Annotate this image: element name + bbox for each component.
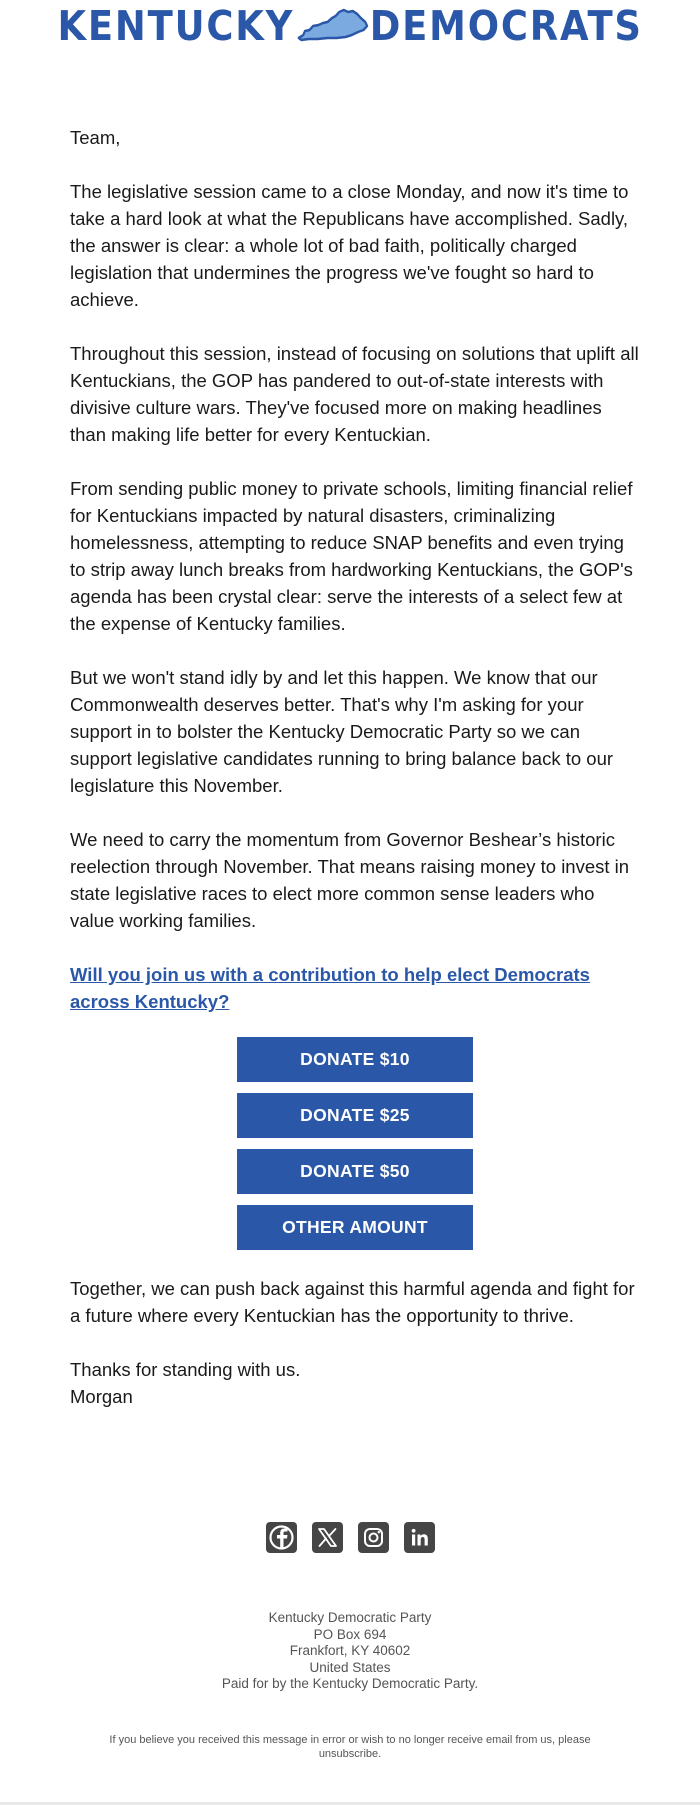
donate-50-button[interactable]: DONATE $50 (237, 1149, 473, 1194)
paragraph-2: Throughout this session, instead of focusing on solutions that uplift all Kentuckians, the GOP has pandered to out-of-state interests with divisive culture wars. They've focused more on making headlines than making life better for every Kentuckian. (70, 343, 639, 445)
kentucky-state-icon (296, 7, 370, 45)
signature: Morgan (70, 1386, 133, 1407)
thanks-line: Thanks for standing with us. (70, 1359, 301, 1380)
logo-text-right: DEMOCRATS (369, 2, 643, 50)
unsubscribe-text: If you believe you received this message in error or wish to no longer receive email from us, please (109, 1734, 591, 1746)
donate-25-button[interactable]: DONATE $25 (237, 1093, 473, 1138)
footer-paid-for: Paid for by the Kentucky Democratic Party. (221, 1676, 479, 1691)
greeting: Team, (70, 127, 121, 148)
other-amount-button[interactable]: OTHER AMOUNT (237, 1205, 473, 1250)
unsubscribe-link[interactable]: unsubscribe. (318, 1748, 382, 1760)
facebook-icon[interactable] (266, 1522, 297, 1553)
footer-city: Frankfort, KY 40602 (289, 1643, 411, 1658)
donate-10-button[interactable]: DONATE $10 (237, 1037, 473, 1082)
signoff (70, 1356, 640, 1410)
footer-po-box: PO Box 694 (313, 1626, 387, 1642)
paragraph-1: The legislative session came to a close Monday, and now it's time to take a hard look at what the Republicans have accomplished. Sadly, the answer is clear: a whole lot of bad faith, politically charged legislation that undermines the progress we've fought so hard to achieve. (70, 181, 629, 310)
donate-buttons (70, 1037, 640, 1250)
paragraph-3: From sending public money to private schools, limiting financial relief for Kentuckians impacted by natural disasters, criminalizing homelessness, attempting to reduce SNAP benefits and even trying to strip away lunch breaks from hardworking Kentuckians, the GOP's agenda has been crystal clear: serve the interests of a select few at the expense of Kentucky families. (70, 478, 633, 634)
paragraph-5: We need to carry the momentum from Governor Beshear’s historic reelection through November. That means raising money to invest in state legislative races to elect more common sense leaders who value working families. (70, 829, 630, 931)
contribution-link[interactable]: Will you join us with a contribution to help elect Democrats across Kentucky? (70, 964, 590, 1012)
kentucky-democrats-logo (57, 2, 642, 50)
paragraph-4: But we won't stand idly by and let this happen. We know that our Commonwealth deserves better. That's why I'm asking for your support in to bolster the Kentucky Democratic Party so we can support legislative candidates running to bring balance back to our legislature this November. (70, 667, 614, 796)
footer-country: United States (309, 1659, 391, 1675)
social-links (0, 1522, 700, 1553)
closing-paragraph: Together, we can push back against this harmful agenda and fight for a future where every Kentuckian has the opportunity to thrive. (70, 1278, 635, 1326)
unsubscribe-notice (80, 1733, 620, 1761)
linkedin-icon[interactable] (404, 1522, 435, 1553)
footer-org: Kentucky Democratic Party (268, 1610, 432, 1625)
email-body (70, 124, 640, 1410)
email-header (0, 0, 700, 60)
x-icon[interactable] (312, 1522, 343, 1553)
instagram-icon[interactable] (358, 1522, 389, 1553)
footer-address (0, 1610, 700, 1693)
logo-text-left: KENTUCKY (57, 2, 294, 50)
